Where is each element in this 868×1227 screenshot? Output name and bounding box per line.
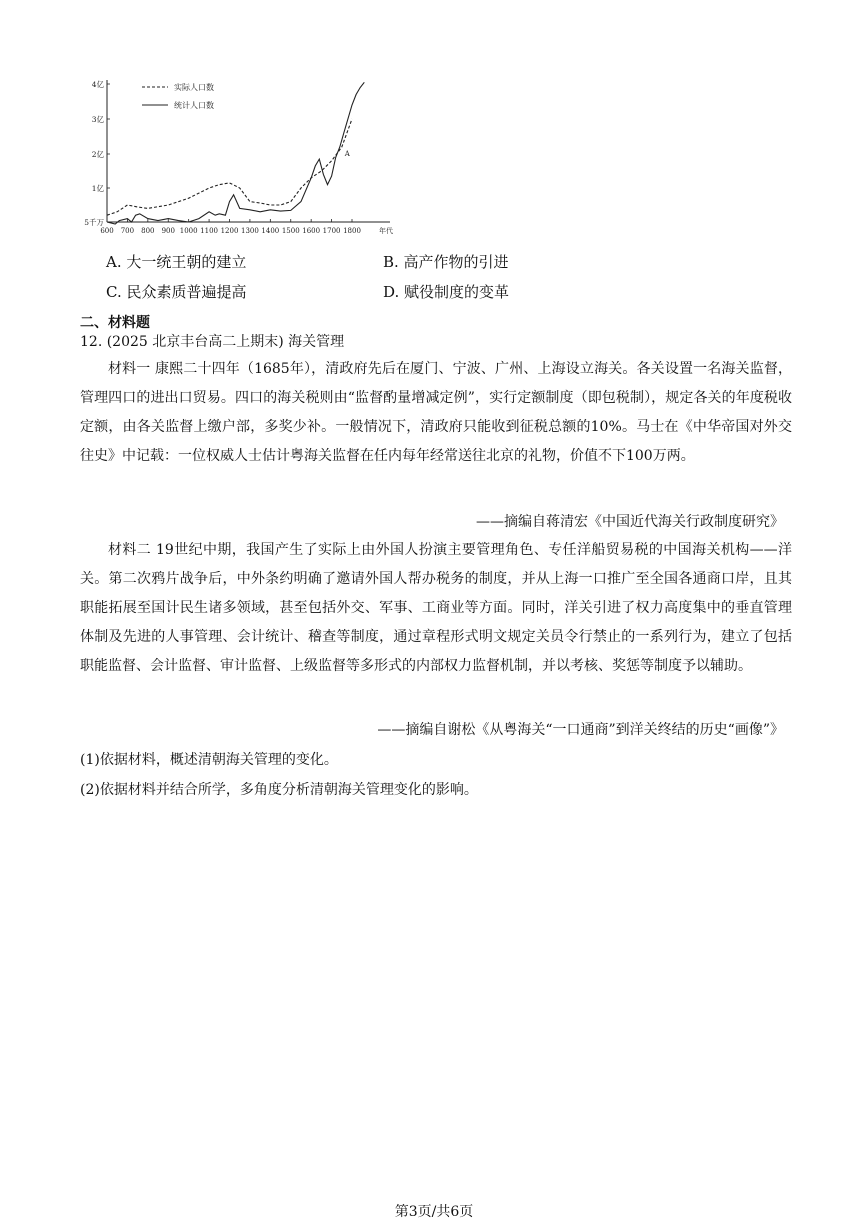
option-c: C. 民众素质普遍提高: [106, 283, 247, 301]
x-tick-label: 700: [120, 227, 135, 235]
option-b: B. 高产作物的引进: [383, 253, 509, 271]
option-d: D. 赋役制度的变革: [383, 283, 510, 301]
y-tick-label: 3亿: [91, 115, 104, 124]
x-tick-label: 1100: [200, 227, 218, 235]
x-tick-label: 600: [100, 227, 114, 235]
material-one-source: ——摘编自蒋清宏《中国近代海关行政制度研究》: [476, 514, 784, 530]
material-two-source: ——摘编自谢松《从粤海关“一口通商”到洋关终结的历史“画像”》: [377, 722, 784, 738]
x-tick-label: 1300: [241, 227, 259, 235]
section-title: 二、材料题: [80, 315, 150, 331]
x-tick-label: 1400: [261, 227, 280, 235]
option-a: A. 大一统王朝的建立: [106, 253, 247, 271]
legend-label-2: 统计人口数: [174, 101, 214, 110]
y-tick-label: 1亿: [91, 184, 104, 193]
material-one: 材料一 康熙二十四年（1685年），清政府先后在厦门、宁波、广州、上海设立海关。各关设置一名海关监督，管理四口的进出口贸易。四口的海关税则由“监督酌量增减定例”，实行定额制度（即包税制），规定各关的年度税收定额，由各关监督上缴户部，多奖少补。一般情况下，清政府只能收到征税总额的10%。马士在《中华帝国对外交往史》中记载：一位权威人士估计粤海关监督在任内每年经常送往北京的礼物，价值不下100万两。: [80, 361, 792, 464]
y-tick-label: 4亿: [91, 80, 104, 89]
sub-question-2: (2)依据材料并结合所学，多角度分析清朝海关管理变化的影响。: [80, 782, 478, 798]
x-tick-label: 900: [161, 227, 175, 235]
chart-plot: [107, 82, 364, 224]
chart-legend: [142, 82, 214, 110]
y-tick-label: 2亿: [91, 150, 104, 159]
y-tick-label: 5千万: [84, 218, 104, 227]
x-tick-label: 1600: [302, 227, 321, 235]
question-header: 12. (2025 北京丰台高二上期末) 海关管理: [80, 334, 345, 350]
x-tick-label: 1200: [220, 227, 239, 235]
x-tick-label: 1000: [179, 227, 198, 235]
legend-label-1: 实际人口数: [174, 83, 214, 92]
series-line-2: [107, 82, 364, 224]
sub-question-1: (1)依据材料，概述清朝海关管理的变化。: [80, 752, 338, 768]
x-tick-label: 1700: [322, 227, 341, 235]
x-axis-label: 年代: [379, 227, 393, 235]
page-footer: 第3页/共6页: [394, 1204, 474, 1220]
annotation-a: A: [344, 150, 350, 158]
material-two: 材料二 19世纪中期，我国产生了实际上由外国人扮演主要管理角色、专任洋船贸易税的中国海关机构——洋关。第二次鸦片战争后，中外条约明确了邀请外国人帮办税务的制度，并从上海一口推广至全国各通商口岸，且其职能拓展至国计民生诸多领域，甚至包括外交、军事、工商业等方面。同时，洋关引进了权力高度集中的垂直管理体制及先进的人事管理、会计统计、稽查等制度，通过章程形式明文规定关员令行禁止的一系列行为，建立了包括职能监督、会计监督、审计监督、上级监督等多形式的内部权力监督机制，并以考核、奖惩等制度予以辅助。: [80, 542, 792, 674]
x-tick-label: 1800: [343, 227, 361, 235]
population-chart: [80, 70, 410, 245]
x-tick-label: 1500: [281, 227, 300, 235]
x-tick-label: 800: [141, 227, 155, 235]
